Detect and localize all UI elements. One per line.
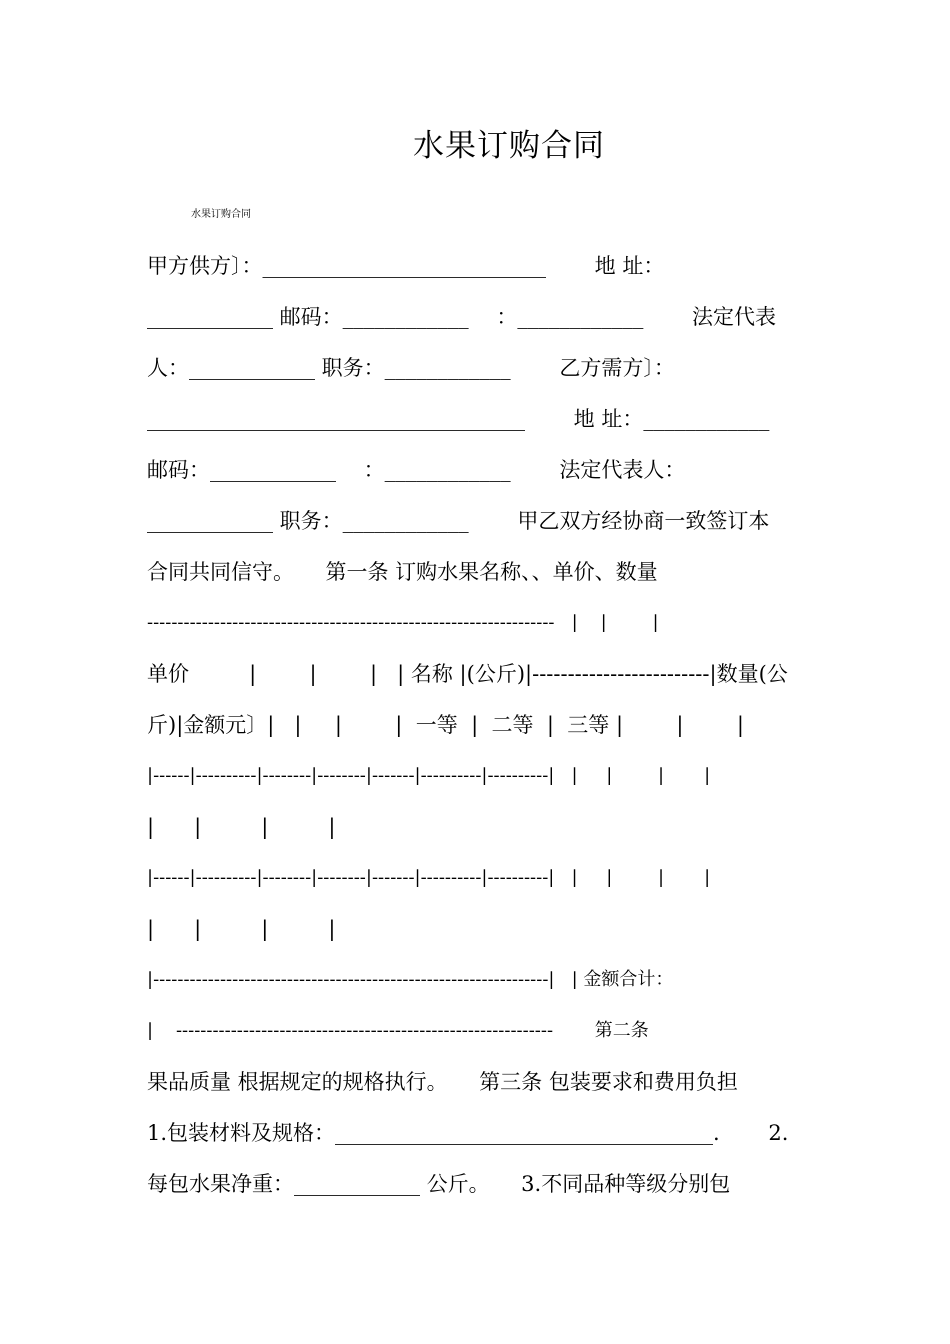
table-total-line: |-----------------------------------------------------------------| | 金额合计： (147, 969, 674, 990)
party-a-position-line: 人：____________ 职务：____________ 乙方需方〕： (147, 356, 675, 380)
table-top-border-line: ------------------------------------------------------------------- | | | (147, 612, 659, 633)
article-two-line: 果品质量 根据规定的规格执行。 第三条 包装要求和费用负担 (147, 1070, 738, 1094)
document-title: 水果订购合同 (413, 128, 605, 164)
party-b-postcode-line: 邮码：____________ ：____________ 法定代表人： (147, 458, 686, 482)
packaging-material-line: 1.包装材料及规格：____________________________________. 2. (147, 1121, 789, 1145)
table-header-line-2: 斤)|金额元〕| | | | 一等 | 二等 | 三等 | | | (147, 713, 744, 737)
table-row-cells-1: | | | | (147, 815, 336, 839)
table-bottom-line: | -------------------------------------------------------------- 第二条 (147, 1020, 649, 1041)
party-b-address-line: ____________________________________ 地 址：____________ (147, 407, 770, 431)
table-header-line-1: 单价 | | | | 名称 |(公斤)|-------------------------|数量(公 (147, 662, 788, 686)
party-b-position-line: ____________ 职务：____________ 甲乙双方经协商一致签订本 (147, 509, 770, 533)
article-one-line: 合同共同信守。 第一条 订购水果名称、、单价、数量 (147, 560, 658, 584)
table-row-separator-2: |------|----------|--------|--------|-------|----------|----------| | | | | (147, 867, 711, 888)
party-a-postcode-line: ____________ 邮码：____________ ：____________ 法定代表 (147, 305, 777, 329)
table-row-separator-1: |------|----------|--------|--------|-------|----------|----------| | | | | (147, 765, 711, 786)
subtitle-line: 水果订购合同 (191, 209, 251, 220)
party-a-line: 甲方供方〕：___________________________ 地 址： (147, 254, 665, 278)
table-row-cells-2: | | | | (147, 917, 336, 941)
package-weight-line: 每包水果净重：____________ 公斤。 3.不同品种等级分别包 (147, 1172, 731, 1196)
